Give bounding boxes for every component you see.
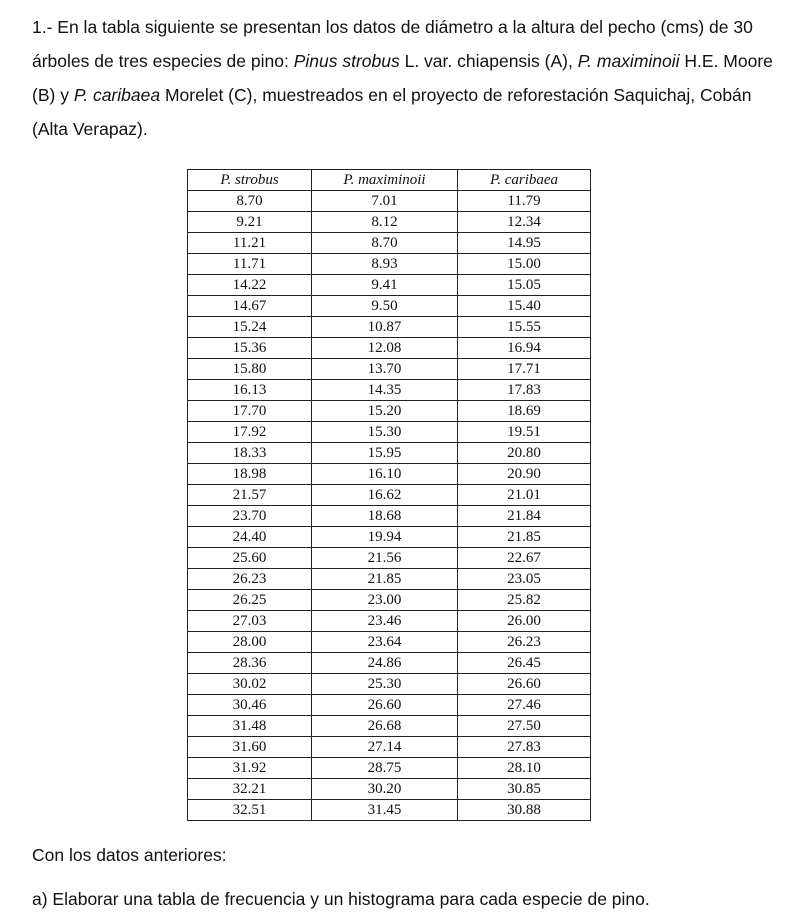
table-row [188,296,591,317]
table-cell: 15.80 [188,359,312,380]
table-cell: 28.00 [188,632,312,653]
species-b-name: P. maximinoii [577,51,680,71]
table-row [188,443,591,464]
table-cell: 23.70 [188,506,312,527]
table-cell: 25.30 [312,674,458,695]
table-cell: 30.85 [458,779,591,800]
table-cell: 24.40 [188,527,312,548]
table-cell: 17.70 [188,401,312,422]
table-body [188,191,591,821]
table-cell: 12.08 [312,338,458,359]
table-cell: 27.50 [458,716,591,737]
table-cell: 23.05 [458,569,591,590]
table-row [188,275,591,296]
table-cell: 11.71 [188,254,312,275]
species-c-name: P. caribaea [73,85,161,105]
table-row [188,632,591,653]
table-row [188,737,591,758]
table-cell: 24.86 [312,653,458,674]
header-p-caribaea: P. caribaea [458,170,591,191]
table-cell: 30.88 [458,800,591,821]
table-cell: 18.33 [188,443,312,464]
table-cell: 19.51 [458,422,591,443]
table-cell: 32.21 [188,779,312,800]
table-cell: 15.20 [312,401,458,422]
table-cell: 28.10 [458,758,591,779]
table-cell: 16.62 [312,485,458,506]
table-row [188,485,591,506]
table-cell: 14.67 [188,296,312,317]
table-cell: 9.21 [188,212,312,233]
table-cell: 14.95 [458,233,591,254]
table-cell: 15.40 [458,296,591,317]
table-cell: 9.50 [312,296,458,317]
table-cell: 15.00 [458,254,591,275]
table-cell: 26.00 [458,611,591,632]
header-p-strobus: P. strobus [188,170,312,191]
table-cell: 21.84 [458,506,591,527]
header-p-maximinoii: P. maximinoii [312,170,458,191]
table-row [188,422,591,443]
diameter-table [187,169,591,821]
table-cell: 9.41 [312,275,458,296]
table-cell: 25.82 [458,590,591,611]
problem-statement [32,10,782,146]
table-row [188,653,591,674]
table-cell: 26.60 [312,695,458,716]
table-cell: 13.70 [312,359,458,380]
problem-text-part1: 1.- En la tabla siguiente se presentan los datos de diámetro a la altura del pecho (cms) de 30 árboles de tres especies de pino: [32,17,753,71]
table-row [188,317,591,338]
table-cell: 15.55 [458,317,591,338]
table-cell: 14.35 [312,380,458,401]
table-cell: 23.64 [312,632,458,653]
table-row [188,590,591,611]
table-row [188,359,591,380]
table-cell: 30.46 [188,695,312,716]
table-row [188,233,591,254]
table-cell: 27.14 [312,737,458,758]
table-row [188,401,591,422]
table-cell: 31.48 [188,716,312,737]
table-cell: 15.24 [188,317,312,338]
table-row [188,212,591,233]
table-cell: 11.21 [188,233,312,254]
table-cell: 23.46 [312,611,458,632]
followup-intro: Con los datos anteriores: [32,845,227,865]
table-cell: 31.92 [188,758,312,779]
table-cell: 32.51 [188,800,312,821]
table-cell: 28.36 [188,653,312,674]
table-cell: 8.70 [188,191,312,212]
table-cell: 8.70 [312,233,458,254]
table-cell: 27.83 [458,737,591,758]
problem-text-part4: Morelet (C), muestreados en el proyecto de reforestación Saquichaj, Cobán (Alta Verapaz). [32,85,752,139]
table-row [188,569,591,590]
table-cell: 22.67 [458,548,591,569]
table-cell: 21.57 [188,485,312,506]
table-cell: 26.23 [458,632,591,653]
table-cell: 17.71 [458,359,591,380]
table-cell: 20.80 [458,443,591,464]
table-row [188,758,591,779]
table-cell: 31.45 [312,800,458,821]
table-row [188,527,591,548]
table-row [188,338,591,359]
table-header-row [188,170,591,191]
table-cell: 18.98 [188,464,312,485]
table-cell: 15.30 [312,422,458,443]
table-cell: 26.68 [312,716,458,737]
table-cell: 14.22 [188,275,312,296]
table-cell: 26.45 [458,653,591,674]
table-cell: 21.85 [312,569,458,590]
table-cell: 26.23 [188,569,312,590]
table-row [188,506,591,527]
table-cell: 19.94 [312,527,458,548]
table-cell: 12.34 [458,212,591,233]
table-cell: 31.60 [188,737,312,758]
table-cell: 16.13 [188,380,312,401]
table-row [188,800,591,821]
table-cell: 10.87 [312,317,458,338]
table-cell: 8.93 [312,254,458,275]
table-cell: 21.01 [458,485,591,506]
table-cell: 11.79 [458,191,591,212]
table-cell: 21.85 [458,527,591,548]
table-cell: 18.68 [312,506,458,527]
table-row [188,611,591,632]
table-cell: 23.00 [312,590,458,611]
table-row [188,464,591,485]
table-row [188,191,591,212]
table-cell: 15.36 [188,338,312,359]
table-cell: 25.60 [188,548,312,569]
table-cell: 7.01 [312,191,458,212]
species-a-name: Pinus strobus [293,51,400,71]
table-cell: 28.75 [312,758,458,779]
table-row [188,695,591,716]
task-a: a) Elaborar una tabla de frecuencia y un histograma para cada especie de pino. [32,889,650,909]
table-cell: 26.25 [188,590,312,611]
problem-text-part2: L. var. chiapensis (A), [399,51,578,71]
table-cell: 15.95 [312,443,458,464]
table-cell: 16.94 [458,338,591,359]
table-row [188,380,591,401]
table-row [188,548,591,569]
table-row [188,254,591,275]
problem-text-part3: H.E. Moore (B) y [32,51,773,105]
table-row [188,716,591,737]
table-cell: 30.20 [312,779,458,800]
table-cell: 15.05 [458,275,591,296]
table-cell: 26.60 [458,674,591,695]
table-cell: 17.92 [188,422,312,443]
table-cell: 18.69 [458,401,591,422]
table-cell: 8.12 [312,212,458,233]
table-cell: 17.83 [458,380,591,401]
table-row [188,779,591,800]
table-cell: 16.10 [312,464,458,485]
table-cell: 21.56 [312,548,458,569]
table-cell: 27.46 [458,695,591,716]
table-cell: 30.02 [188,674,312,695]
table-cell: 20.90 [458,464,591,485]
table-row [188,674,591,695]
table-cell: 27.03 [188,611,312,632]
